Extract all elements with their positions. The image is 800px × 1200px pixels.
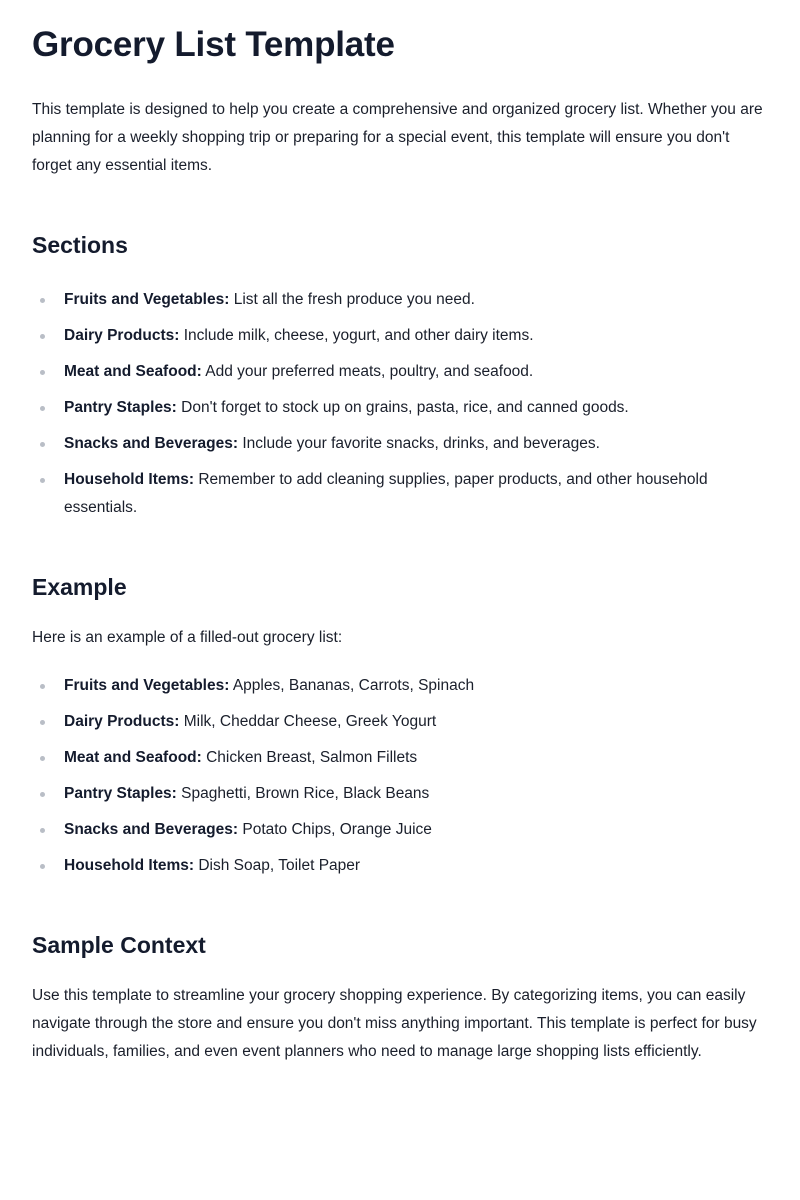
- item-text: Spaghetti, Brown Rice, Black Beans: [181, 785, 430, 802]
- list-item: [32, 816, 768, 844]
- example-intro: Here is an example of a filled-out grocery list:: [32, 629, 343, 646]
- list-item: [32, 744, 768, 772]
- context-heading: Sample Context: [32, 932, 206, 958]
- item-text: Chicken Breast, Salmon Fillets: [206, 749, 418, 766]
- context-paragraph: Use this template to streamline your grocery shopping experience. By categorizing items, you can easily navigate through the store and ensure you don't miss anything important. This template is perfect for busy individuals, families, and even event planners who need to manage large shopping lists efficiently.: [32, 987, 757, 1060]
- item-label: Fruits and Vegetables:: [64, 291, 230, 308]
- item-text: Include milk, cheese, yogurt, and other dairy items.: [183, 327, 534, 344]
- item-label: Meat and Seafood:: [64, 749, 202, 766]
- item-label: Snacks and Beverages:: [64, 435, 239, 452]
- item-label: Pantry Staples:: [64, 399, 177, 416]
- list-item: [32, 322, 768, 350]
- item-text: Dish Soap, Toilet Paper: [198, 857, 361, 874]
- list-item: [32, 708, 768, 736]
- list-item: [32, 430, 768, 458]
- item-text: Include your favorite snacks, drinks, and beverages.: [242, 435, 600, 452]
- item-text: Add your preferred meats, poultry, and seafood.: [205, 363, 534, 380]
- list-item: [32, 672, 768, 700]
- example-list: [32, 672, 768, 880]
- item-label: Dairy Products:: [64, 327, 180, 344]
- item-label: Household Items:: [64, 857, 195, 874]
- page-title: Grocery List Template: [32, 25, 395, 64]
- item-text: Apples, Bananas, Carrots, Spinach: [232, 677, 475, 694]
- item-label: Dairy Products:: [64, 713, 180, 730]
- intro-paragraph: This template is designed to help you create a comprehensive and organized grocery list. Whether you are planning for a weekly shopping trip or preparing for a special event, this template will ensure you don't forget any essential items.: [32, 101, 763, 174]
- item-label: Household Items:: [64, 471, 195, 488]
- example-heading: Example: [32, 574, 127, 600]
- item-label: Pantry Staples:: [64, 785, 177, 802]
- item-text: Milk, Cheddar Cheese, Greek Yogurt: [183, 713, 437, 730]
- item-label: Meat and Seafood:: [64, 363, 202, 380]
- item-text: List all the fresh produce you need.: [233, 291, 475, 308]
- item-text: Potato Chips, Orange Juice: [242, 821, 432, 838]
- item-text: Don't forget to stock up on grains, pasta, rice, and canned goods.: [181, 399, 629, 416]
- list-item: [32, 286, 768, 314]
- list-item: [32, 394, 768, 422]
- list-item: [32, 358, 768, 386]
- item-text: Remember to add cleaning supplies, paper products, and other household essentials.: [64, 471, 708, 516]
- list-item: [32, 780, 768, 808]
- list-item: [32, 466, 768, 522]
- item-label: Snacks and Beverages:: [64, 821, 239, 838]
- sections-heading: Sections: [32, 232, 128, 258]
- sections-list: [32, 286, 768, 522]
- item-label: Fruits and Vegetables:: [64, 677, 230, 694]
- list-item: [32, 852, 768, 880]
